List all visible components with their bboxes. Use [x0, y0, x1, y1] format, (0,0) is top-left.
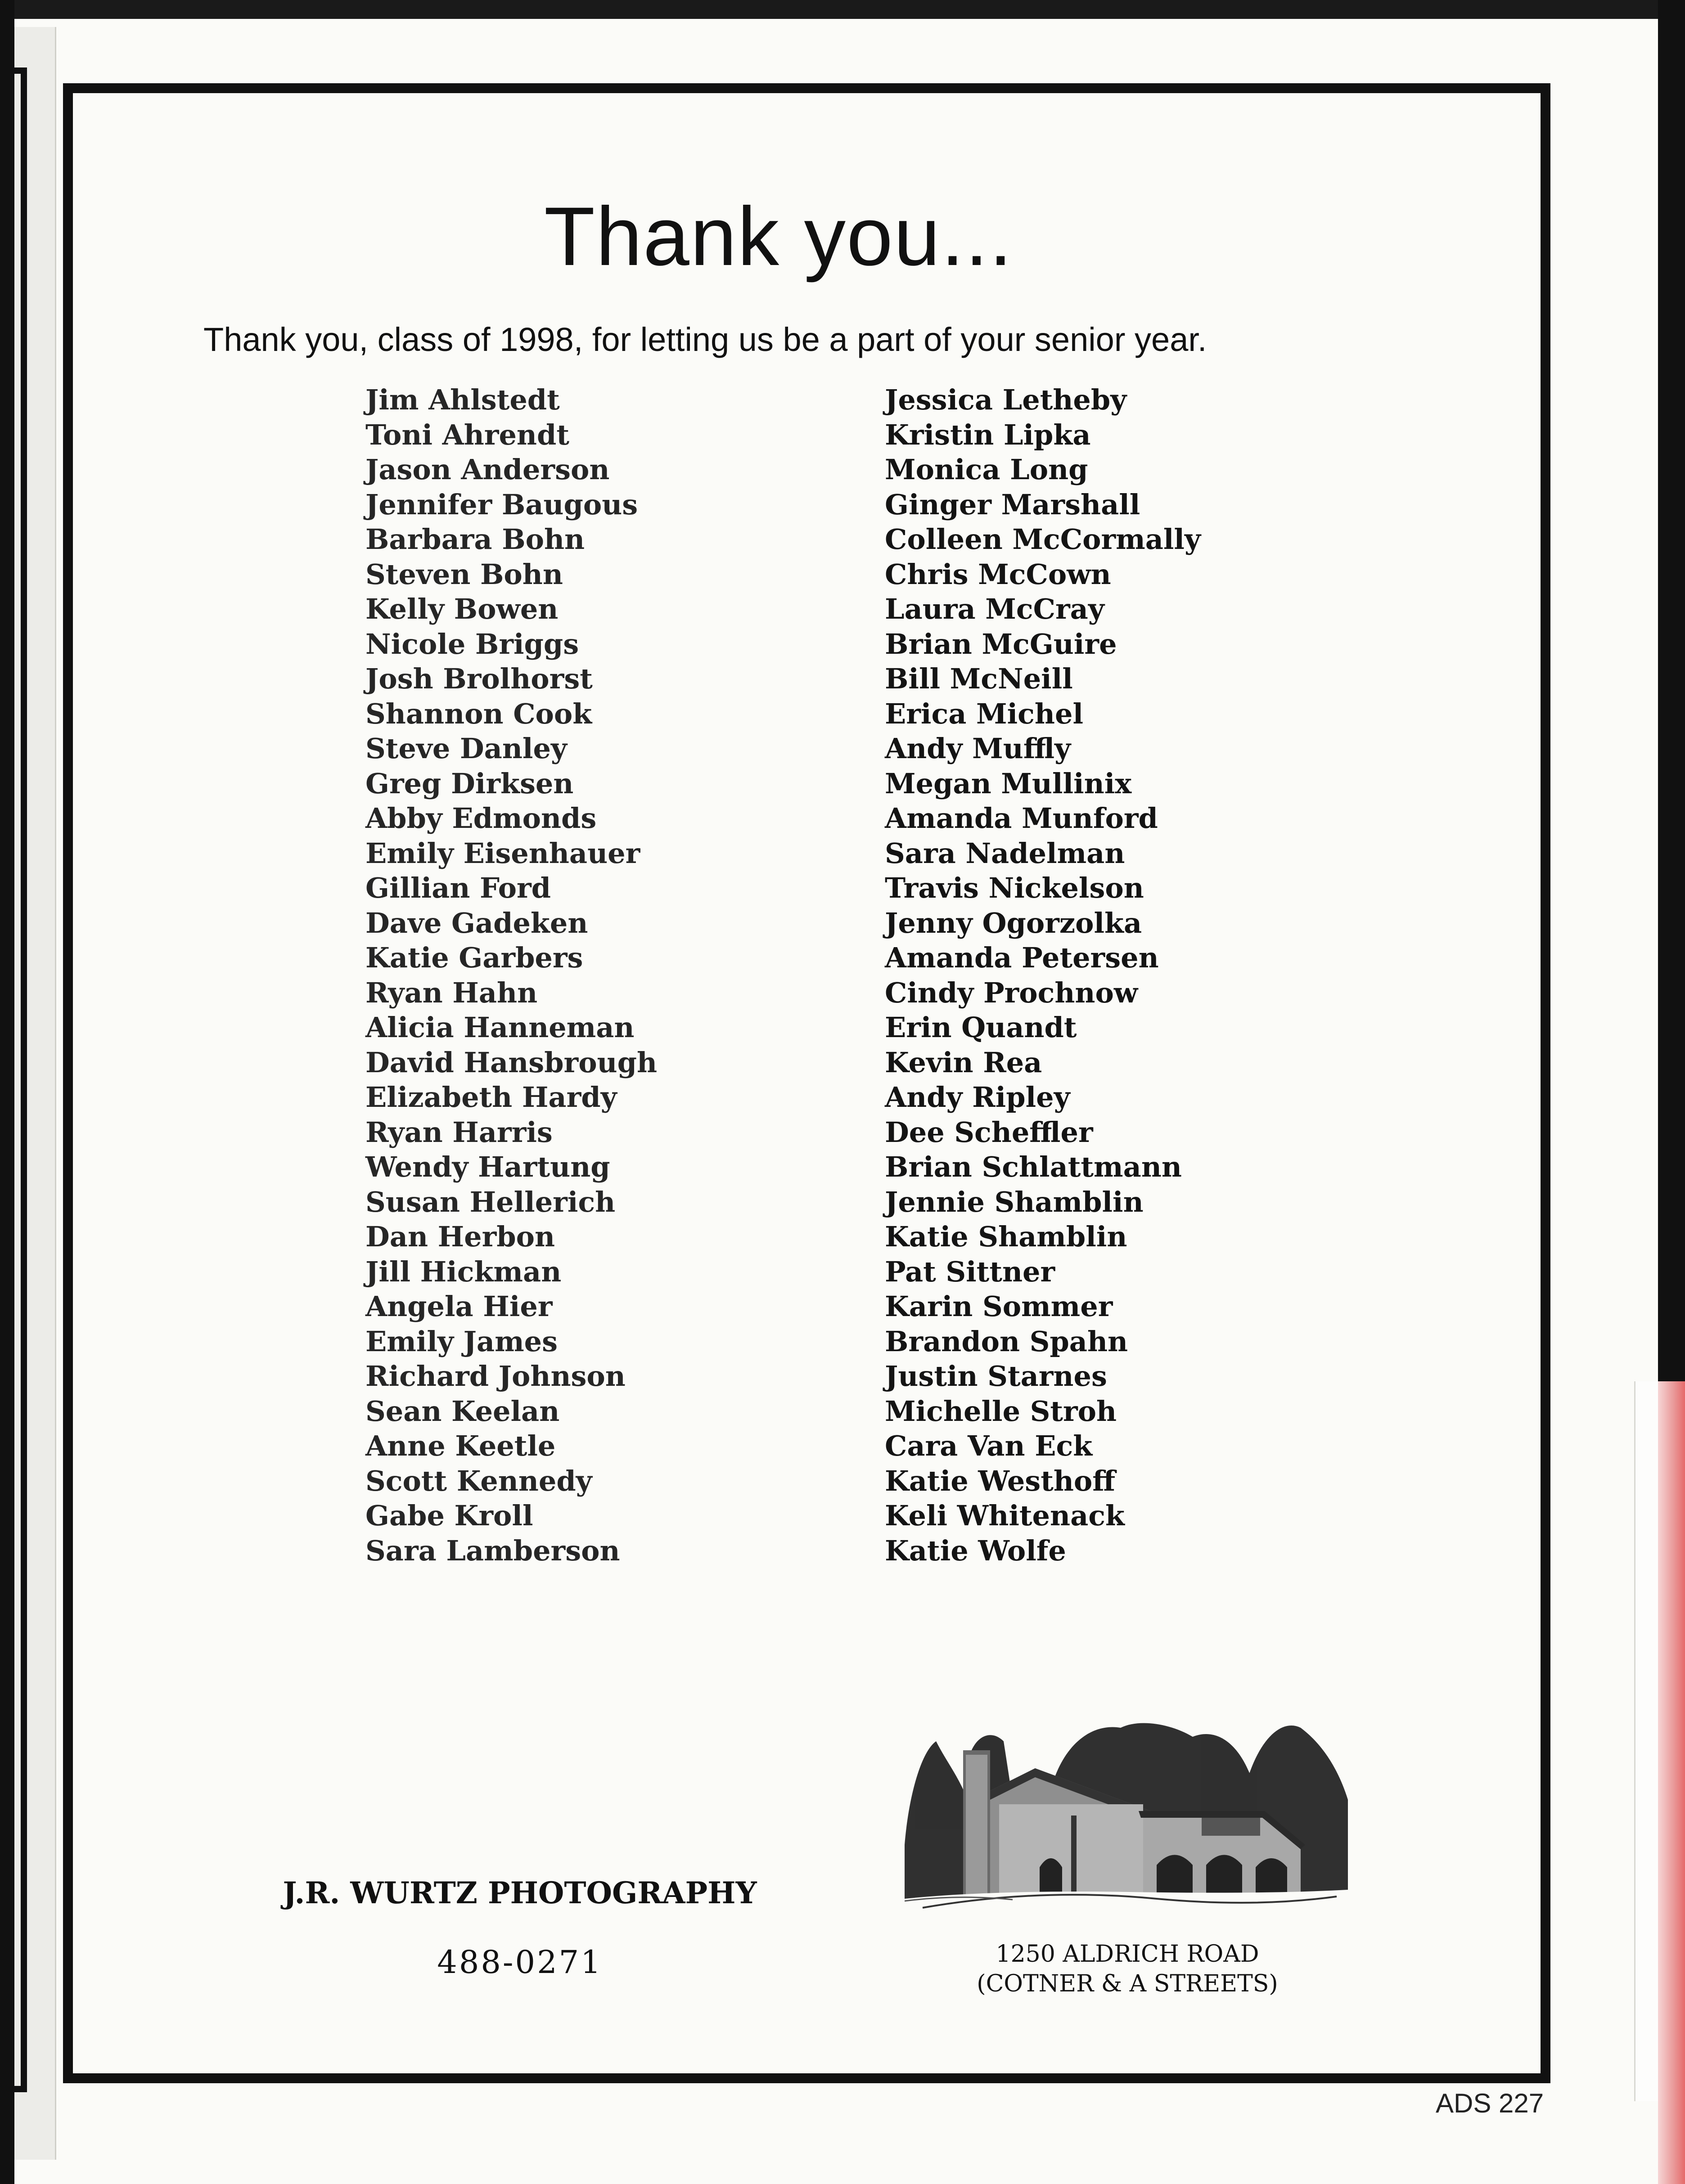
senior-name: Dave Gadeken: [365, 906, 588, 939]
senior-name: Wendy Hartung: [365, 1150, 610, 1183]
senior-name: Josh Brolhorst: [365, 662, 593, 695]
senior-name: Justin Starnes: [885, 1360, 1107, 1393]
senior-name: Abby Edmonds: [365, 802, 597, 835]
right-page-tab: [1634, 1381, 1658, 2101]
senior-name: Brian Schlattmann: [885, 1150, 1182, 1183]
senior-name: Ryan Hahn: [365, 976, 538, 1009]
senior-name: Anne Keetle: [365, 1429, 556, 1462]
right-binding-edge: [1658, 0, 1685, 1381]
studio-building-illustration: [905, 1710, 1350, 1921]
senior-name: Richard Johnson: [365, 1360, 626, 1393]
senior-name: Laura McCray: [885, 593, 1104, 625]
senior-name: Megan Mullinix: [885, 767, 1132, 800]
senior-name: Monica Long: [885, 453, 1088, 486]
senior-name: Kristin Lipka: [885, 418, 1091, 451]
senior-name: Alicia Hanneman: [365, 1011, 635, 1044]
top-binding-edge: [0, 0, 1685, 19]
senior-name: Pat Sittner: [885, 1255, 1055, 1288]
studio-address: [905, 1939, 1350, 1999]
senior-name: Gillian Ford: [365, 872, 551, 904]
senior-name: Erica Michel: [885, 697, 1083, 730]
senior-name: Nicole Briggs: [365, 627, 579, 661]
senior-name: Ryan Harris: [365, 1115, 553, 1149]
senior-name: Dan Herbon: [365, 1220, 555, 1253]
left-page-border: [0, 67, 27, 2092]
senior-name: Scott Kennedy: [365, 1464, 592, 1497]
senior-name: Kevin Rea: [885, 1046, 1042, 1079]
senior-name: Jessica Letheby: [885, 383, 1127, 416]
senior-name: Keli Whitenack: [885, 1499, 1125, 1532]
senior-name: Andy Muffly: [885, 732, 1071, 765]
senior-name: Gabe Kroll: [365, 1499, 533, 1532]
senior-name: Karin Sommer: [885, 1290, 1113, 1323]
right-color-edge: [1658, 1381, 1685, 2184]
address-line-1: 1250 ALDRICH ROAD: [996, 1941, 1259, 1968]
senior-name: Katie Westhoff: [885, 1464, 1116, 1497]
senior-name: Amanda Munford: [885, 802, 1158, 835]
page-title: Thank you...: [544, 190, 1014, 283]
senior-name: Jason Anderson: [365, 453, 610, 486]
senior-name: Jennie Shamblin: [885, 1185, 1144, 1218]
studio-phone: 488-0271: [437, 1944, 603, 1981]
senior-name: Jenny Ogorzolka: [885, 906, 1142, 939]
senior-name: Brian McGuire: [885, 627, 1117, 661]
senior-name: Steven Bohn: [365, 557, 563, 591]
senior-name: Amanda Petersen: [885, 941, 1159, 974]
senior-name: Ginger Marshall: [885, 488, 1140, 521]
senior-names-left-column: [365, 382, 657, 1568]
senior-name: Dee Scheffler: [885, 1115, 1093, 1149]
senior-name: Sean Keelan: [365, 1394, 560, 1428]
page-number: ADS 227: [1436, 2088, 1544, 2118]
senior-name: Kelly Bowen: [365, 593, 559, 625]
senior-name: Bill McNeill: [885, 662, 1073, 695]
senior-name: Elizabeth Hardy: [365, 1081, 617, 1114]
senior-name: Angela Hier: [365, 1290, 553, 1323]
studio-name: J.R. WURTZ PHOTOGRAPHY: [283, 1875, 757, 1910]
senior-name: Travis Nickelson: [885, 872, 1144, 904]
senior-name: Andy Ripley: [885, 1081, 1070, 1114]
senior-name: Chris McCown: [885, 557, 1111, 591]
senior-name: Emily Eisenhauer: [365, 836, 640, 870]
senior-name: Katie Garbers: [365, 941, 583, 974]
senior-name: Susan Hellerich: [365, 1185, 616, 1218]
senior-name: Steve Danley: [365, 732, 567, 765]
senior-name: Brandon Spahn: [885, 1325, 1128, 1358]
senior-name: Sara Nadelman: [885, 836, 1125, 870]
senior-name: Katie Shamblin: [885, 1220, 1127, 1253]
senior-name: Erin Quandt: [885, 1011, 1077, 1044]
senior-name: Cindy Prochnow: [885, 976, 1138, 1009]
address-line-2: (COTNER & A STREETS): [977, 1970, 1278, 1997]
senior-name: Shannon Cook: [365, 697, 592, 730]
senior-name: Jill Hickman: [365, 1255, 562, 1288]
senior-name: Katie Wolfe: [885, 1534, 1066, 1567]
senior-name: Jim Ahlstedt: [365, 383, 560, 416]
senior-name: Barbara Bohn: [365, 523, 585, 556]
senior-names-right-column: [885, 382, 1201, 1568]
senior-name: David Hansbrough: [365, 1046, 658, 1079]
senior-name: Toni Ahrendt: [365, 418, 569, 451]
senior-name: Greg Dirksen: [365, 767, 574, 800]
senior-name: Sara Lamberson: [365, 1534, 620, 1567]
senior-name: Colleen McCormally: [885, 523, 1201, 556]
senior-name: Emily James: [365, 1325, 558, 1358]
senior-name: Cara Van Eck: [885, 1429, 1093, 1462]
thank-you-subtitle: Thank you, class of 1998, for letting us be a part of your senior year.: [203, 321, 1207, 358]
senior-name: Michelle Stroh: [885, 1394, 1117, 1428]
senior-name: Jennifer Baugous: [365, 488, 638, 521]
